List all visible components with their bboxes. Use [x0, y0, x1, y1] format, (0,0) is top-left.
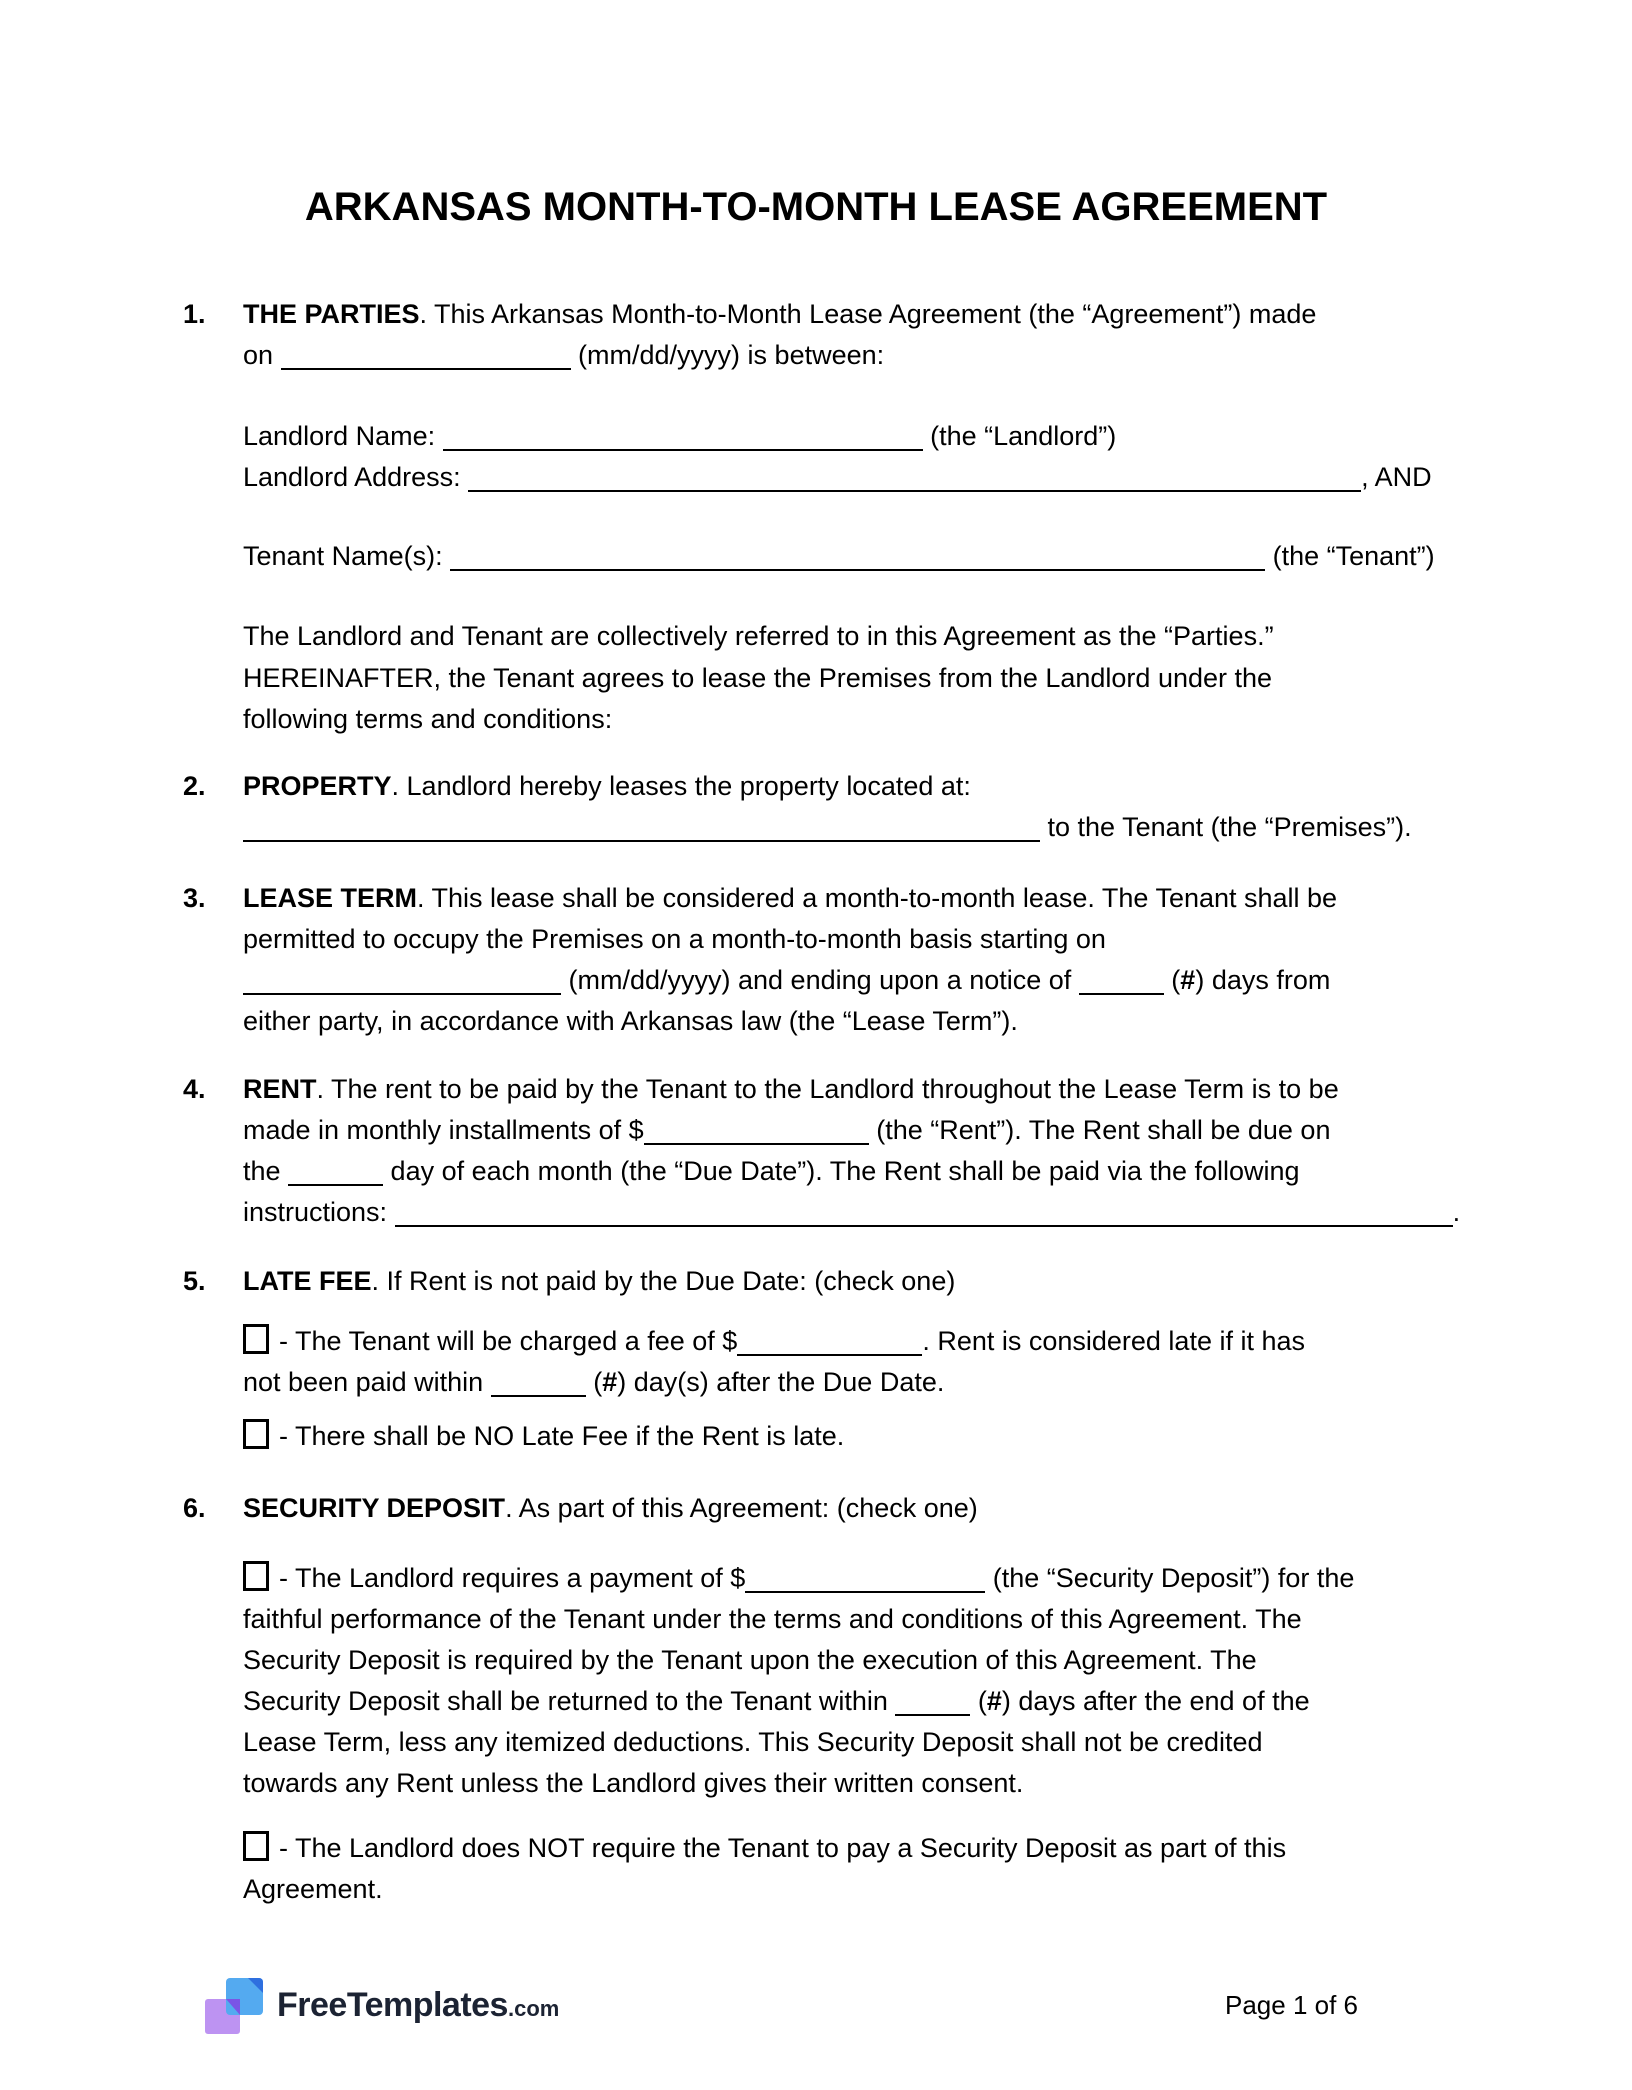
document-title: ARKANSAS MONTH-TO-MONTH LEASE AGREEMENT — [304, 185, 1328, 229]
section-4-rent — [183, 1069, 1495, 1233]
rent-amount-blank[interactable] — [644, 1113, 869, 1145]
late-fee-option-text: ( — [585, 1367, 603, 1397]
no-deposit-text: - The Landlord does NOT require the Tenant to pay a Security Deposit as part of this — [279, 1833, 1287, 1863]
tenant-name-suffix: (the “Tenant”) — [1265, 541, 1435, 571]
notice-days-blank[interactable] — [1079, 963, 1164, 995]
section-2-number: 2. — [183, 771, 206, 801]
due-day-blank[interactable] — [288, 1154, 383, 1186]
deposit-option-text: Security Deposit shall be returned to the Tenant within — [243, 1686, 896, 1716]
late-fee-option-none — [243, 1416, 1495, 1457]
section-1-text: on — [243, 340, 281, 370]
section-6-text: . As part of this Agreement: (check one) — [505, 1493, 978, 1523]
no-late-fee-text: - There shall be NO Late Fee if the Rent is late. — [279, 1421, 845, 1451]
section-3-heading: LEASE TERM — [243, 883, 418, 913]
section-3-text: either party, in accordance with Arkansas law (the “Lease Term”). — [243, 1006, 1018, 1036]
tenant-name-label: Tenant Name(s): — [243, 541, 451, 571]
landlord-address-label: Landlord Address: — [243, 462, 469, 492]
section-6-number: 6. — [183, 1493, 206, 1523]
section-1-text: (mm/dd/yyyy) is between: — [570, 340, 885, 370]
late-fee-option-text: . Rent is considered late if it has — [922, 1326, 1306, 1356]
deposit-option-required — [243, 1558, 1495, 1804]
deposit-option-text: faithful performance of the Tenant under the terms and conditions of this Agreement. The — [243, 1604, 1302, 1634]
landlord-name-suffix: (the “Landlord”) — [922, 421, 1117, 451]
section-5-late-fee — [183, 1261, 1495, 1302]
freetemplates-logo — [205, 1978, 559, 2036]
agreement-date-blank[interactable] — [281, 338, 571, 370]
number-sign: # — [1180, 965, 1196, 995]
no-deposit-checkbox[interactable] — [243, 1831, 269, 1861]
no-late-fee-checkbox[interactable] — [243, 1419, 269, 1449]
section-5-text: . If Rent is not paid by the Due Date: (check one) — [371, 1266, 956, 1296]
late-fee-option-text: ) day(s) after the Due Date. — [617, 1367, 945, 1397]
section-1-intro — [183, 294, 1495, 376]
section-4-text: instructions: — [243, 1197, 395, 1227]
section-1-text: . This Arkansas Month-to-Month Lease Agreement (the “Agreement”) made — [419, 299, 1317, 329]
deposit-option-text: ) days after the end of the — [1001, 1686, 1310, 1716]
landlord-block — [243, 416, 1495, 498]
no-deposit-text: Agreement. — [243, 1874, 383, 1904]
section-5-number: 5. — [183, 1266, 206, 1296]
section-1-number: 1. — [183, 299, 206, 329]
section-4-text: day of each month (the “Due Date”). The Rent shall be paid via the following — [383, 1156, 1300, 1186]
lease-start-date-blank[interactable] — [243, 963, 561, 995]
tenant-name-blank[interactable] — [450, 539, 1265, 571]
late-fee-option-text: - The Tenant will be charged a fee of $ — [279, 1326, 738, 1356]
deposit-option-text: towards any Rent unless the Landlord gives their written consent. — [243, 1768, 1024, 1798]
brand-name: FreeTemplates — [277, 1986, 508, 2024]
section-2-text: to the Tenant (the “Premises”). — [1040, 812, 1412, 842]
number-sign: # — [602, 1367, 618, 1397]
late-fee-amount-blank[interactable] — [737, 1324, 922, 1356]
page-number: Page 1 of 6 — [1225, 1990, 1358, 2020]
late-days-blank[interactable] — [491, 1365, 586, 1397]
section-4-text: . The rent to be paid by the Tenant to the Landlord throughout the Lease Term is to be — [316, 1074, 1339, 1104]
deposit-required-checkbox[interactable] — [243, 1561, 269, 1591]
section-3-text: . This lease shall be considered a month-to-month lease. The Tenant shall be — [417, 883, 1338, 913]
section-3-text: ( — [1163, 965, 1181, 995]
section-4-text: made in monthly installments of $ — [243, 1115, 644, 1145]
security-deposit-amount-blank[interactable] — [745, 1561, 985, 1593]
hereinafter-text: following terms and conditions: — [243, 704, 613, 734]
number-sign: # — [986, 1686, 1002, 1716]
freetemplates-logo-icon — [205, 1978, 263, 2036]
section-1-heading: THE PARTIES — [243, 299, 420, 329]
section-3-text: (mm/dd/yyyy) and ending upon a notice of — [561, 965, 1079, 995]
section-4-text: the — [243, 1156, 289, 1186]
deposit-option-text: - The Landlord requires a payment of $ — [279, 1563, 746, 1593]
deposit-return-days-blank[interactable] — [895, 1684, 970, 1716]
hereinafter-paragraph — [243, 658, 1495, 740]
parties-note — [243, 616, 1495, 657]
section-2-text: . Landlord hereby leases the property located at: — [391, 771, 971, 801]
section-6-security-deposit — [183, 1488, 1495, 1529]
section-3-lease-term — [183, 878, 1495, 1042]
section-4-text: . — [1452, 1197, 1461, 1227]
deposit-option-none — [243, 1828, 1495, 1910]
property-address-blank[interactable] — [243, 810, 1040, 842]
section-3-text: ) days from — [1195, 965, 1331, 995]
parties-note-text: The Landlord and Tenant are collectively referred to in this Agreement as the “Parties.” — [243, 621, 1274, 651]
late-fee-option-charged — [243, 1321, 1495, 1403]
section-5-heading: LATE FEE — [243, 1266, 372, 1296]
brand-text — [277, 1985, 559, 2029]
landlord-address-suffix: , AND — [1361, 462, 1432, 492]
payment-instructions-blank[interactable] — [395, 1195, 1453, 1227]
deposit-option-text: ( — [970, 1686, 987, 1716]
section-3-text: permitted to occupy the Premises on a month-to-month basis starting on — [243, 924, 1106, 954]
deposit-option-text: (the “Security Deposit”) for the — [985, 1563, 1355, 1593]
landlord-address-blank[interactable] — [468, 460, 1361, 492]
section-3-number: 3. — [183, 883, 206, 913]
brand-tld: .com — [507, 1996, 560, 2021]
late-fee-charged-checkbox[interactable] — [243, 1324, 269, 1354]
deposit-option-text: Security Deposit is required by the Tenant upon the execution of this Agreement. The — [243, 1645, 1257, 1675]
section-2-heading: PROPERTY — [243, 771, 392, 801]
section-6-heading: SECURITY DEPOSIT — [243, 1493, 506, 1523]
late-fee-option-text: not been paid within — [243, 1367, 491, 1397]
section-4-number: 4. — [183, 1074, 206, 1104]
hereinafter-text: HEREINAFTER, the Tenant agrees to lease the Premises from the Landlord under the — [243, 663, 1273, 693]
section-4-heading: RENT — [243, 1074, 317, 1104]
landlord-name-label: Landlord Name: — [243, 421, 443, 451]
section-2-property — [183, 766, 1495, 848]
tenant-block — [243, 536, 1495, 577]
landlord-name-blank[interactable] — [443, 419, 923, 451]
deposit-option-text: Lease Term, less any itemized deductions. This Security Deposit shall not be credited — [243, 1727, 1263, 1757]
section-4-text: (the “Rent”). The Rent shall be due on — [868, 1115, 1331, 1145]
